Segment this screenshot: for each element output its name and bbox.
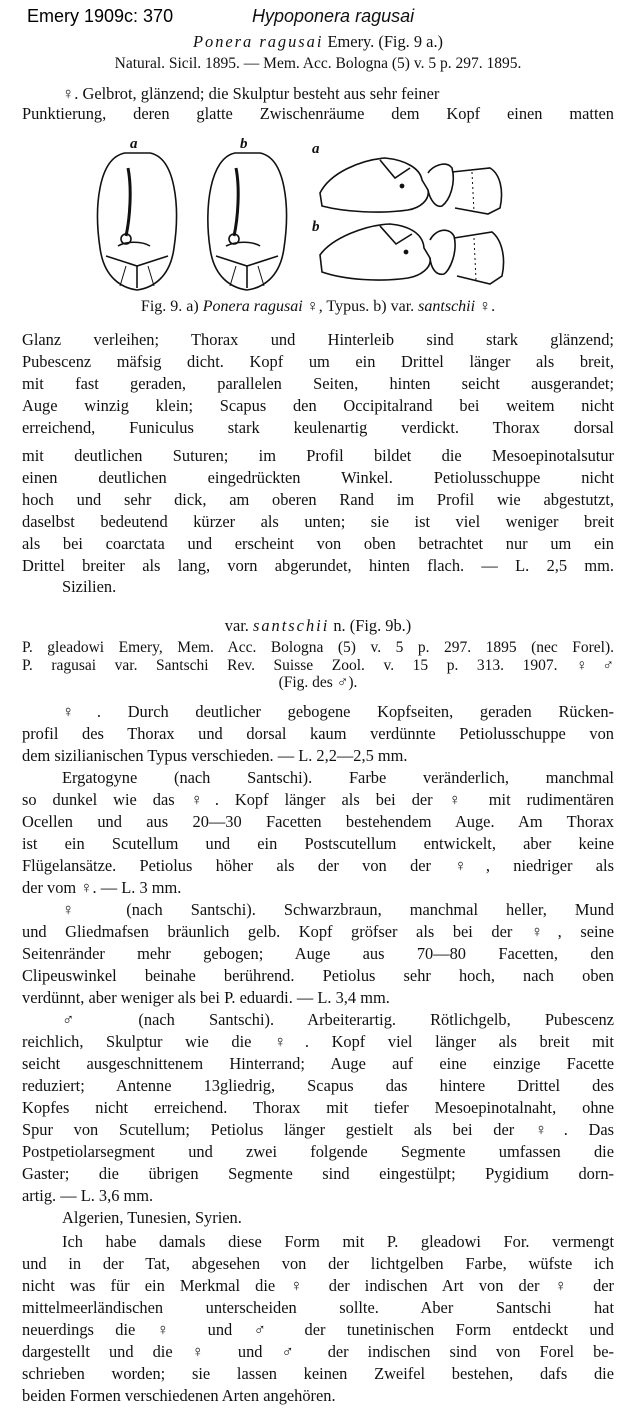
para4-line: Ich habe damals diese Form mit P. gleadowi For. vermengt: [62, 1232, 614, 1251]
species-title: [22, 32, 614, 52]
para3-line: Ergatogyne (nach Santschi). Farbe veränderlich, manchmal: [62, 768, 614, 787]
figure-caption: [22, 298, 614, 316]
para3-line: seicht ausgeschnittenem Hinterrand; Auge auf eine einzige Facette: [22, 1054, 614, 1073]
variety-reference: P. ragusai var. Santschi Rev. Suisse Zool. v. 15 p. 313. 1907. ♀♂: [22, 657, 614, 674]
para3-line: so dunkel wie das ♀. Kopf länger als bei der ♀ mit rudimentären: [22, 790, 614, 809]
para4-line: schrieben worden; sie lassen keinen Zweifel bestehen, dafs die: [22, 1364, 614, 1383]
para4-line: beiden Formen verschiedenen Arten angehören.: [22, 1386, 336, 1405]
para3-line: Gaster; die übrigen Segmente sind eingestülpt; Pygidium dorn-: [22, 1164, 614, 1183]
locality-line: Algerien, Tunesien, Syrien.: [62, 1208, 242, 1227]
para3-line: der vom ♀. — L. 3 mm.: [22, 878, 182, 897]
caption-part: ♀, Typus. b) var.: [302, 298, 419, 315]
para3-line: Postpetiolarsegment und zwei folgende Segmente umfassen die: [22, 1142, 614, 1161]
title-species-name: Ponera ragusai: [192, 32, 324, 51]
para3-line: Ocellen und aus 20—30 Facetten bestehendem Auge. Am Thorax: [22, 812, 614, 831]
para4-line: nicht was für ein Merkmal die ♀ der indischen Art von der ♀ der: [22, 1276, 614, 1295]
para2-line: erreichend, Funiculus stark keulenartig verdickt. Thorax dorsal: [22, 418, 614, 437]
header-species: Hypoponera ragusai: [252, 6, 415, 26]
para2-line: daselbst bedeutend kürzer als unten; sie ist viel weniger breit: [22, 512, 614, 531]
head-a-drawing: [98, 153, 177, 290]
para2-line: mit fast geraden, parallelen Seiten, hinten seicht ausgerandet;: [22, 374, 614, 393]
figure-label: b: [240, 138, 248, 152]
para3-line: und Gliedmafsen bräunlich gelb. Kopf gröfser als bei der ♀, seine: [22, 922, 614, 941]
caption-part: Fig. 9. a): [140, 298, 203, 315]
para3-line: Flügelansätze. Petiolus höher als der von der ♀, niedriger als: [22, 856, 614, 875]
para3-line: ist ein Scutellum und ein Postscutellum entwickelt, aber keine: [22, 834, 614, 853]
caption-variety: santschii: [418, 298, 476, 315]
para4-line: mittelmeerländischen unterscheiden sollte. Aber Santschi hat: [22, 1298, 614, 1317]
variety-name: santschii: [252, 616, 330, 635]
title-rest: Emery. (Fig. 9 a.): [323, 32, 443, 51]
caption-part: ♀.: [475, 298, 496, 315]
para3-line: artig. — L. 3,6 mm.: [22, 1186, 154, 1205]
para3-line: Spur von Scutellum; Petiolus länger gestielt als bei der ♀. Das: [22, 1120, 614, 1139]
para4-line: neuerdings die ♀ und ♂ der tunetinischen Form entdeckt und: [22, 1320, 614, 1339]
para3-line: reduziert; Antenne 13gliedrig, Scapus das hintere Drittel des: [22, 1076, 614, 1095]
para3-line: ♀. Durch deutlicher gebogene Kopfseiten, geraden Rücken-: [62, 702, 614, 721]
reference-line: Natural. Sicil. 1895. — Mem. Acc. Bologna (5) v. 5 p. 297. 1895.: [114, 55, 522, 72]
para2-line: Drittel breiter als lang, vorn abgerundet, hinten flach. — L. 2,5 mm.: [22, 556, 614, 575]
figure-9: [90, 138, 540, 293]
para1-line: ♀. Gelbrot, glänzend; die Skulptur besteht aus sehr feiner: [62, 84, 440, 103]
para4-line: dargestellt und die ♀ und ♂ der indischen sind von Forel be-: [22, 1342, 614, 1361]
para2-line: als bei coarctata und erscheint von oben betrachtet nur um ein: [22, 534, 614, 553]
para2-line: mit deutlichen Suturen; im Profil bildet die Mesoepinotalsutur: [22, 446, 614, 465]
figure-label: b: [312, 219, 320, 235]
para3-line: dem sizilianischen Typus verschieden. — L. 2,2—2,5 mm.: [22, 746, 408, 765]
caption-species: Ponera ragusai: [202, 298, 303, 315]
variety-reference: (Fig. des ♂).: [278, 674, 358, 691]
variety-reference: P. gleadowi Emery, Mem. Acc. Bologna (5) v. 5 p. 297. 1895 (nec Forel).: [22, 639, 614, 656]
figure-label: a: [312, 141, 320, 157]
profile-b-drawing: [320, 224, 504, 284]
para2-line: hoch und sehr dick, am oberen Rand im Profil wie abgestutzt,: [22, 490, 614, 509]
para3-line: verdünnt, aber weniger als bei P. eduardi. — L. 3,4 mm.: [22, 988, 390, 1007]
para3-line: ♂ (nach Santschi). Arbeiterartig. Rötlichgelb, Pubescenz: [62, 1010, 614, 1029]
profile-a-drawing: [320, 158, 502, 214]
para3-line: Seitenränder mehr gebogen; Auge aus 70—80 Facetten, den: [22, 944, 614, 963]
locality-line: Sizilien.: [62, 577, 117, 596]
para3-line: Clipeuswinkel beinahe berührend. Petiolus sehr hoch, nach oben: [22, 966, 614, 985]
para3-line: ♀ (nach Santschi). Schwarzbraun, manchmal heller, Mund: [62, 900, 614, 919]
para2-line: einen deutlichen eingedrückten Winkel. Petiolusschuppe nicht: [22, 468, 614, 487]
para2-line: Glanz verleihen; Thorax und Hinterleib sind stark glänzend;: [22, 330, 614, 349]
variety-heading: [22, 616, 614, 636]
para3-line: reichlich, Skulptur wie die ♀. Kopf viel länger als breit mit: [22, 1032, 614, 1051]
para2-line: Auge winzig klein; Scapus den Occipitalrand bei weitem nicht: [22, 396, 614, 415]
head-b-drawing: [208, 153, 287, 290]
figure-label: a: [130, 138, 138, 152]
para3-line: Kopfes nicht erreichend. Thorax mit tiefer Mesoepinotalnaht, ohne: [22, 1098, 614, 1117]
header-citation: Emery 1909c: 370: [27, 6, 174, 26]
para1-line: Punktierung, deren glatte Zwischenräume dem Kopf einen matten: [22, 104, 614, 123]
para3-line: profil des Thorax und dorsal kaum verdünnte Petiolusschuppe von: [22, 724, 614, 743]
variety-heading-part: n. (Fig. 9b.): [329, 616, 412, 635]
para2-line: Pubescenz mäfsig dicht. Kopf um ein Drittel länger als breit,: [22, 352, 614, 371]
para4-line: und in der Tat, abgesehen von der lichtgelben Farbe, wüfste ich: [22, 1254, 614, 1273]
variety-heading-part: var.: [224, 616, 253, 635]
